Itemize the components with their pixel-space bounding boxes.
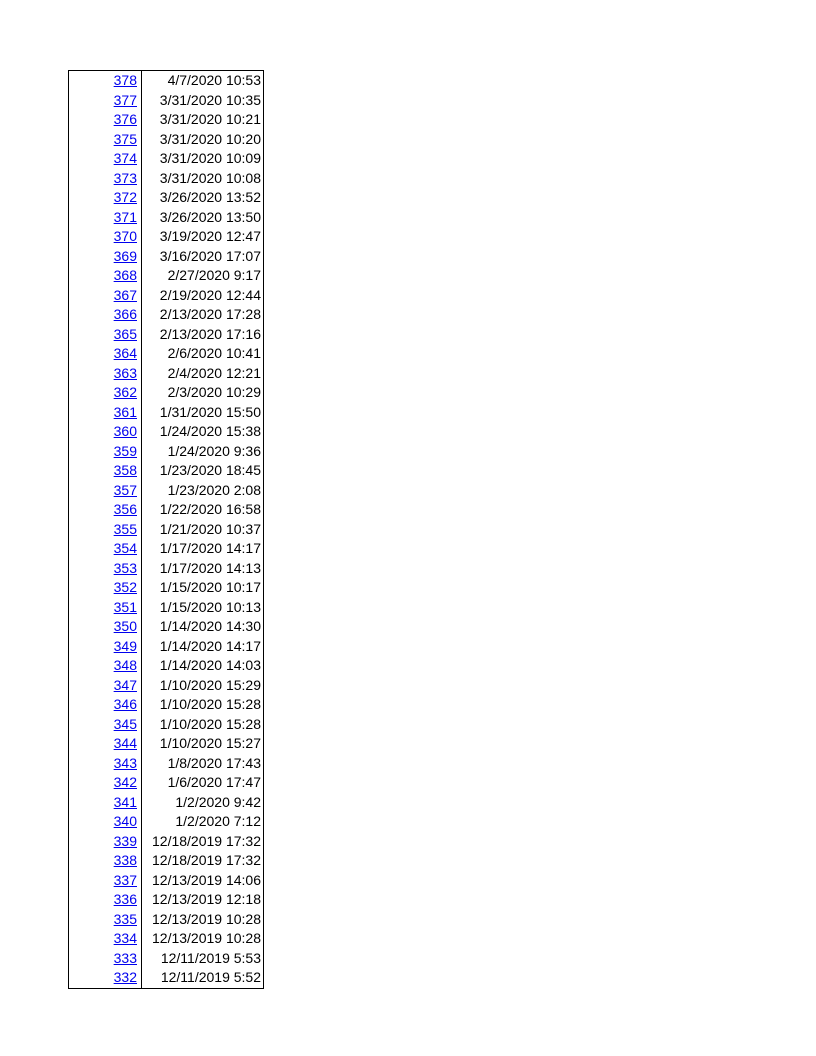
table-row [69,637,264,657]
table-row [69,754,264,774]
record-id-cell [69,71,142,91]
record-id-cell [69,149,142,169]
timestamp-cell: 12/13/2019 14:06 [142,871,264,891]
record-id-link[interactable]: 376 [113,111,137,127]
record-id-link[interactable]: 359 [113,442,137,459]
timestamp-cell: 1/24/2020 9:36 [142,442,264,462]
timestamp-cell: 1/17/2020 14:17 [142,539,264,559]
record-id-link[interactable]: 366 [113,306,137,322]
timestamp-cell: 1/23/2020 2:08 [142,481,264,501]
record-id-link[interactable]: 363 [113,364,137,381]
record-id-cell [69,520,142,540]
record-id-link[interactable]: 348 [113,657,137,673]
table-row [69,929,264,949]
record-id-cell [69,305,142,325]
table-row [69,890,264,910]
table-row [69,71,264,91]
record-id-cell [69,617,142,637]
record-id-cell [69,481,142,501]
record-id-cell [69,656,142,676]
record-id-cell [69,344,142,364]
record-id-cell [69,169,142,189]
record-id-cell [69,130,142,150]
timestamp-cell: 1/31/2020 15:50 [142,403,264,423]
table-row [69,793,264,813]
record-id-cell [69,227,142,247]
table-row [69,442,264,462]
record-id-cell [69,188,142,208]
record-id-link[interactable]: 341 [113,793,137,810]
table-row [69,578,264,598]
record-id-cell [69,793,142,813]
timestamp-cell: 1/10/2020 15:27 [142,734,264,754]
record-id-cell [69,325,142,345]
table-row [69,539,264,559]
table-row [69,227,264,247]
record-id-link[interactable]: 372 [113,189,137,205]
record-id-link[interactable]: 369 [113,247,137,264]
timestamp-cell: 12/18/2019 17:32 [142,851,264,871]
record-id-link[interactable]: 375 [113,130,137,147]
records-table [68,70,264,989]
table-row [69,247,264,267]
timestamp-cell: 1/17/2020 14:13 [142,559,264,579]
table-row [69,949,264,969]
timestamp-cell: 1/14/2020 14:30 [142,617,264,637]
record-id-link[interactable]: 350 [113,618,137,634]
timestamp-cell: 12/13/2019 10:28 [142,929,264,949]
record-id-link[interactable]: 332 [113,969,137,985]
record-id-cell [69,247,142,267]
record-id-cell [69,208,142,228]
record-id-cell [69,637,142,657]
record-id-cell [69,403,142,423]
timestamp-cell: 3/19/2020 12:47 [142,227,264,247]
timestamp-cell: 12/11/2019 5:52 [142,968,264,988]
table-row [69,305,264,325]
record-id-cell [69,598,142,618]
record-id-cell [69,754,142,774]
table-row [69,734,264,754]
timestamp-cell: 2/13/2020 17:28 [142,305,264,325]
record-id-link[interactable]: 342 [113,774,137,790]
table-row [69,286,264,306]
timestamp-cell: 3/31/2020 10:35 [142,91,264,111]
timestamp-cell: 12/18/2019 17:32 [142,832,264,852]
timestamp-cell: 1/22/2020 16:58 [142,500,264,520]
table-row [69,520,264,540]
timestamp-cell: 3/31/2020 10:21 [142,110,264,130]
record-id-cell [69,676,142,696]
timestamp-cell: 2/27/2020 9:17 [142,266,264,286]
record-id-link[interactable]: 345 [113,715,137,732]
record-id-link[interactable]: 353 [113,559,137,576]
table-row [69,656,264,676]
table-row [69,364,264,384]
table-row [69,130,264,150]
timestamp-cell: 1/8/2020 17:43 [142,754,264,774]
table-row [69,676,264,696]
timestamp-cell: 12/13/2019 12:18 [142,890,264,910]
timestamp-cell: 1/21/2020 10:37 [142,520,264,540]
record-id-link[interactable]: 337 [113,871,137,888]
record-id-cell [69,929,142,949]
record-id-link[interactable]: 361 [113,403,137,420]
record-id-link[interactable]: 377 [113,91,137,108]
record-id-cell [69,266,142,286]
record-id-link[interactable]: 343 [113,754,137,771]
record-id-cell [69,968,142,988]
record-id-cell [69,695,142,715]
record-id-link[interactable]: 344 [113,735,137,751]
table-row [69,812,264,832]
table-row [69,169,264,189]
record-id-cell [69,890,142,910]
record-id-link[interactable]: 351 [113,598,137,615]
timestamp-cell: 3/26/2020 13:52 [142,188,264,208]
record-id-link[interactable]: 340 [113,813,137,829]
record-id-cell [69,559,142,579]
table-row [69,910,264,930]
record-id-cell [69,442,142,462]
timestamp-cell: 1/6/2020 17:47 [142,773,264,793]
record-id-link[interactable]: 334 [113,930,137,946]
record-id-cell [69,949,142,969]
timestamp-cell: 3/31/2020 10:08 [142,169,264,189]
record-id-link[interactable]: 371 [113,208,137,225]
record-id-link[interactable]: 360 [113,423,137,439]
record-id-link[interactable]: 362 [113,384,137,400]
timestamp-cell: 1/14/2020 14:03 [142,656,264,676]
record-id-cell [69,910,142,930]
timestamp-cell: 1/2/2020 7:12 [142,812,264,832]
table-row [69,383,264,403]
table-row [69,695,264,715]
record-id-cell [69,539,142,559]
record-id-link[interactable]: 355 [113,520,137,537]
table-row [69,559,264,579]
record-id-link[interactable]: 367 [113,286,137,303]
record-id-link[interactable]: 365 [113,325,137,342]
table-row [69,715,264,735]
table-row [69,871,264,891]
record-id-cell [69,734,142,754]
table-row [69,188,264,208]
record-id-cell [69,832,142,852]
timestamp-cell: 1/10/2020 15:28 [142,715,264,735]
record-id-link[interactable]: 374 [113,150,137,166]
record-id-link[interactable]: 378 [113,72,137,88]
record-id-cell [69,500,142,520]
table-row [69,208,264,228]
record-id-link[interactable]: 356 [113,501,137,517]
record-id-link[interactable]: 338 [113,852,137,868]
records-table-body [69,71,264,989]
record-id-link[interactable]: 364 [113,345,137,361]
table-row [69,832,264,852]
table-row [69,91,264,111]
record-id-cell [69,578,142,598]
record-id-cell [69,871,142,891]
record-id-link[interactable]: 354 [113,540,137,556]
table-row [69,617,264,637]
record-id-cell [69,422,142,442]
record-id-link[interactable]: 373 [113,169,137,186]
timestamp-cell: 4/7/2020 10:53 [142,71,264,91]
table-row [69,266,264,286]
record-id-cell [69,286,142,306]
table-row [69,422,264,442]
record-id-cell [69,812,142,832]
record-id-link[interactable]: 335 [113,910,137,927]
timestamp-cell: 12/11/2019 5:53 [142,949,264,969]
timestamp-cell: 1/15/2020 10:13 [142,598,264,618]
table-row [69,481,264,501]
record-id-link[interactable]: 358 [113,462,137,478]
record-id-link[interactable]: 333 [113,949,137,966]
table-row [69,403,264,423]
record-id-link[interactable]: 349 [113,637,137,654]
record-id-cell [69,773,142,793]
timestamp-cell: 3/26/2020 13:50 [142,208,264,228]
timestamp-cell: 1/2/2020 9:42 [142,793,264,813]
table-row [69,773,264,793]
timestamp-cell: 1/24/2020 15:38 [142,422,264,442]
record-id-cell [69,851,142,871]
timestamp-cell: 2/13/2020 17:16 [142,325,264,345]
table-row [69,344,264,364]
table-row [69,325,264,345]
record-id-link[interactable]: 370 [113,228,137,244]
record-id-cell [69,715,142,735]
table-row [69,598,264,618]
timestamp-cell: 2/6/2020 10:41 [142,344,264,364]
timestamp-cell: 1/14/2020 14:17 [142,637,264,657]
timestamp-cell: 3/31/2020 10:20 [142,130,264,150]
record-id-link[interactable]: 352 [113,579,137,595]
record-id-link[interactable]: 339 [113,832,137,849]
timestamp-cell: 2/19/2020 12:44 [142,286,264,306]
table-row [69,851,264,871]
timestamp-cell: 1/10/2020 15:28 [142,695,264,715]
record-id-link[interactable]: 346 [113,696,137,712]
timestamp-cell: 2/3/2020 10:29 [142,383,264,403]
record-id-cell [69,364,142,384]
record-id-link[interactable]: 357 [113,481,137,498]
record-id-link[interactable]: 336 [113,891,137,907]
timestamp-cell: 1/10/2020 15:29 [142,676,264,696]
table-row [69,461,264,481]
timestamp-cell: 3/31/2020 10:09 [142,149,264,169]
timestamp-cell: 1/23/2020 18:45 [142,461,264,481]
record-id-cell [69,461,142,481]
timestamp-cell: 2/4/2020 12:21 [142,364,264,384]
table-row [69,110,264,130]
timestamp-cell: 3/16/2020 17:07 [142,247,264,267]
table-row [69,968,264,988]
record-id-cell [69,110,142,130]
record-id-link[interactable]: 347 [113,676,137,693]
record-id-link[interactable]: 368 [113,267,137,283]
record-id-cell [69,383,142,403]
timestamp-cell: 1/15/2020 10:17 [142,578,264,598]
record-id-cell [69,91,142,111]
timestamp-cell: 12/13/2019 10:28 [142,910,264,930]
table-row [69,500,264,520]
table-row [69,149,264,169]
